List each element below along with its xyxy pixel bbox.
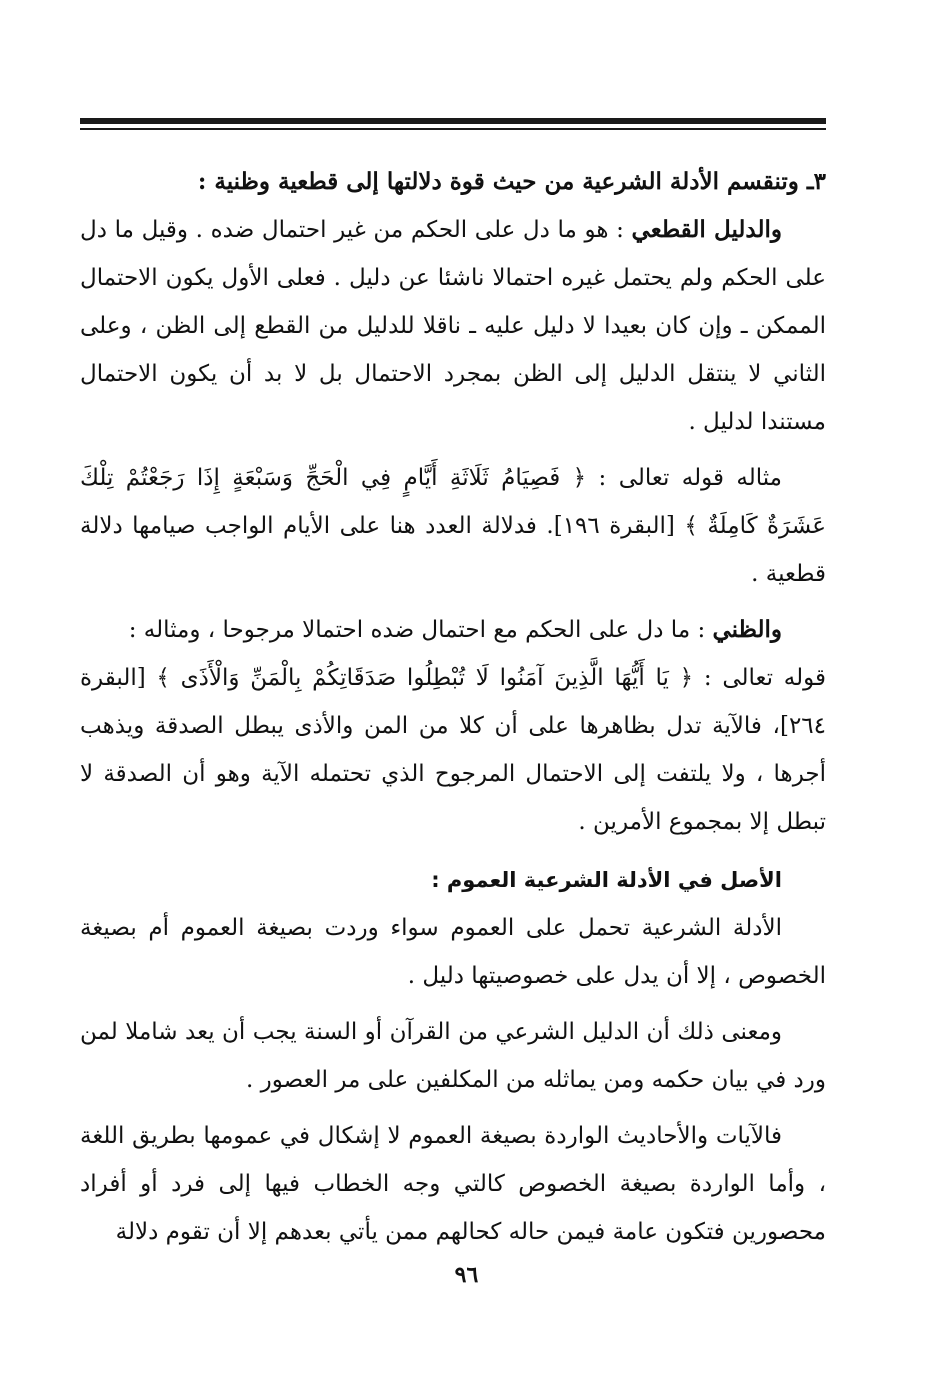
paragraph-generality-1: الأدلة الشرعية تحمل على العموم سواء وردت بصيغة العموم أم بصيغة الخصوص ، إلا أن يدل على خصوصيتها دليل .	[80, 915, 826, 989]
paragraph-zanni	[80, 606, 826, 654]
paragraph-example-2	[80, 654, 826, 846]
zanni-definition: : ما دل على الحكم مع احتمال ضده احتمالا مرجوحا ، ومثاله :	[128, 617, 713, 643]
example-1-rest: [البقرة ١٩٦]. فدلالة العدد هنا على الأيام الواجب صيامها دلالة قطعية .	[80, 513, 826, 587]
term-zanni: والظني	[712, 616, 782, 643]
paragraph-example-1	[80, 454, 826, 598]
section-heading: ٣ـ وتنقسم الأدلة الشرعية من حيث قوة دلالتها إلى قطعية وظنية :	[197, 168, 826, 195]
page-number: ٩٦	[454, 1262, 479, 1288]
paragraph-qati	[80, 206, 826, 446]
paragraph-generality-2: ومعنى ذلك أن الدليل الشرعي من القرآن أو السنة يجب أن يعد شاملا لمن ورد في بيان حكمه ومن يماثله من المكلفين على مر العصور .	[80, 1019, 826, 1093]
paragraph-generality-3: فالآيات والأحاديث الواردة بصيغة العموم لا إشكال في عمومها بطريق اللغة ، وأما الواردة بصيغة الخصوص كالتي وجه الخطاب فيها إلى فرد أو أفراد محصورين فتكون عامة فيمن حاله كحالهم ممن يأتي بعدهم إلا أن تقوم دلالة	[80, 1123, 826, 1245]
example-2-rest: [البقرة ٢٦٤]، فالآية تدل بظاهرها على أن كلا من المن والأذى يبطل الصدقة ويذهب أجرها ، ولا يلتفت إلى الاحتمال المرجوح الذي تحتمله الآية وهو أن الصدقة لا تبطل إلا بمجموع الأمرين .	[80, 665, 826, 835]
example-1-intro: مثاله قوله تعالى :	[586, 465, 782, 491]
example-2-intro: قوله تعالى :	[693, 665, 826, 691]
quran-verse-2: ﴿ يَا أَيُّهَا الَّذِينَ آمَنُوا لَا تُبْطِلُوا صَدَقَاتِكُمْ بِالْمَنِّ وَالْأَذَى ﴾	[156, 665, 694, 691]
term-qati: والدليل القطعي	[631, 216, 782, 243]
quran-verse-1: ﴿ فَصِيَامُ ثَلَاثَةِ أَيَّامٍ فِي الْحَجِّ وَسَبْعَةٍ إِذَا رَجَعْتُمْ تِلْكَ عَشَرَةٌ كَامِلَةٌ ﴾	[80, 465, 826, 539]
subsection-heading: الأصل في الأدلة الشرعية العموم :	[431, 868, 782, 892]
header-rule-thick	[80, 118, 826, 124]
qati-definition: : هو ما دل على الحكم من غير احتمال ضده . وقيل ما دل على الحكم ولم يحتمل غيره احتمالا ناشئا عن دليل . فعلى الأول يكون الاحتمال الممكن ـ وإن كان بعيدا لا دليل عليه ـ ناقلا للدليل من القطع إلى الظن ، وعلى الثاني لا ينتقل الدليل إلى الظن بمجرد الاحتمال بل لا بد أن يكون الاحتمال مستندا لدليل .	[80, 217, 826, 435]
page-body	[80, 158, 826, 1256]
header-rule-thin	[80, 128, 826, 130]
